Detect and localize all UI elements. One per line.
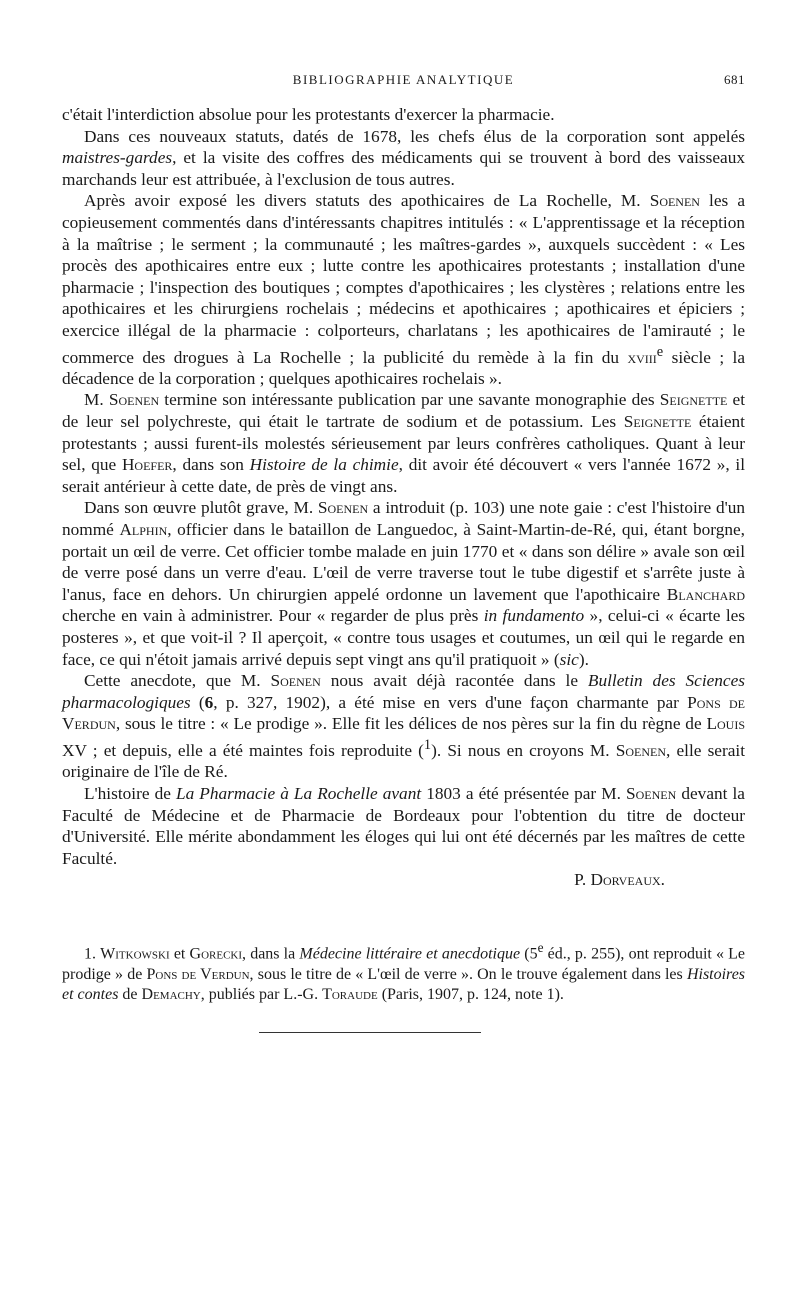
paragraph-2 [62, 126, 745, 191]
paragraph-5 [62, 497, 745, 670]
text-run: de [118, 985, 142, 1003]
text-run: et de leur sel polychreste, qui était le tartrate de sodium et de potassium. Les [62, 390, 745, 432]
footnote-1 [62, 938, 745, 1005]
paragraph-7 [62, 783, 745, 869]
book-title: Histoires et contes [62, 965, 746, 1003]
running-title: BIBLIOGRAPHIE ANALYTIQUE [292, 72, 515, 87]
text-run: ). [578, 649, 589, 669]
text-run: 1803 a été présentée par M. [421, 783, 627, 803]
latin-phrase: in fundamento [483, 606, 585, 626]
text-run: cherche en vain à administrer. Pour « regarder de plus près [62, 606, 484, 626]
footnote-number: 1. [84, 945, 96, 963]
person-name: Hoefer [121, 455, 173, 475]
text-run: les a copieusement commentés dans d'intéressants chapitres intitulés : « L'apprentissage et la réception à la maîtrise ; le serment ; la communauté ; les maîtres-gardes », auxquels succèdent : « Les procès des apothicaires entre eux ; lutte contre les apothicaires protestants ; installation d'une pharmacie ; l'inspection des boutiques ; comptes d'apothicaires ; les clystères ; relations entre les apothicaires et les chirurgiens rochelais ; médecins et apothicaires ; apothicaires et épiciers ; exercice illégal de la pharmacie : colporteurs, charlatans ; les apothicaires de l'amirauté ; le commerce des drogues à La Rochelle ; la publicité du remède à la fin du [62, 191, 745, 367]
text-run: Dans son œuvre plutôt grave, M. [84, 498, 318, 518]
text-run: Dans ces nouveaux statuts, datés de 1678, les chefs élus de la corporation sont appelés [84, 126, 745, 146]
thesis-title: La Pharmacie à La Rochelle avant [175, 783, 422, 803]
text-run: , sous le titre de « L'œil de verre ». On le trouve également dans les [249, 965, 687, 983]
text-run: , officier dans le bataillon de Languedoc, à Saint-Martin-de-Ré, qui, étant borgne, portait un œil de verre. Cet officier tombe malade en juin 1770 et « dans son délire » avale son œil de verre posé dans un verre d'eau. L'œil de verre traverse tout le tube digestif et s'arrête juste à l'anus, face en dehors. Un chirurgien appelé ordonne un lavement que l'apothicaire [62, 520, 745, 604]
text-run: siècle ; la décadence de la corporation ; quelques apothicaires rochelais ». [62, 347, 746, 388]
person-name: Seignette [623, 412, 692, 432]
century-numeral: xviii [627, 347, 657, 367]
text-run: L'histoire de [84, 783, 176, 803]
superscript: e [537, 940, 544, 955]
person-name: Soenen [615, 740, 667, 760]
end-rule [259, 1032, 481, 1033]
text-run: XV ; et depuis, elle a été maintes fois reproduite ( [62, 740, 424, 760]
text-run: , et la visite des coffres des médicaments qui se trouvent à bord des vaisseaux marchands leur est attribuée, à l'exclusion de tous autres. [62, 148, 745, 189]
text-run: c'était l'interdiction absolue pour les protestants d'exercer la pharmacie. [62, 105, 555, 124]
text-run: ( [190, 692, 205, 712]
journal-title: Bulletin des Sciences pharmacologiques [62, 671, 745, 712]
person-name: Seignette [659, 390, 728, 410]
text-run: , p. 327, 1902), a été mise en vers d'une façon charmante par [213, 692, 688, 712]
text-run: Cette anecdote, que M. [84, 671, 271, 691]
person-name: Demachy [141, 985, 201, 1003]
text-run: termine son intéressante publication par une savante monographie des [159, 390, 660, 410]
person-name: Soenen [626, 783, 677, 803]
text-run: M. [84, 390, 109, 410]
paragraph-1 [62, 104, 745, 126]
paragraph-3 [62, 190, 745, 389]
person-name: Toraude [322, 985, 378, 1003]
person-name: Soenen [108, 390, 160, 410]
footnote-ref: 1 [423, 736, 432, 753]
text-run: ). Si nous en croyons M. [431, 740, 616, 760]
text-run: et [169, 945, 190, 963]
signature [62, 869, 745, 891]
text-run: (5 [520, 945, 538, 963]
person-name: Soenen [649, 191, 700, 211]
text-run: , dans son [172, 455, 250, 475]
person-name: Pons de Verdun [62, 692, 746, 734]
person-name: Blanchard [666, 584, 745, 604]
page-number: 681 [724, 72, 745, 87]
text-run: Après avoir exposé les divers statuts des apothicaires de La Rochelle, M. [84, 191, 650, 211]
book-title: Histoire de la chimie [249, 455, 399, 475]
person-name: Alphin [119, 520, 168, 540]
sic-mark: sic [559, 649, 579, 669]
book-title: Médecine littéraire et anecdotique [299, 945, 521, 963]
text-run: devant la Faculté de Médecine et de Pharmacie de Bordeaux pour l'obtention du titre de docteur d'Université. Elle mérite abondamment les éloges qui lui ont été décernés par les maîtres de cette Faculté. [62, 783, 745, 868]
person-name: Soenen [317, 498, 369, 518]
text-run: étaient protestants ; aussi furent-ils molestés sérieusement par leurs confrères catholiques. Quant à leur sel, que [62, 412, 745, 475]
person-name: Gorecki [189, 945, 243, 963]
signature-initial: P. [574, 870, 591, 890]
text-run: », celui-ci « écarte les posteres », et que voit-il ? Il aperçoit, « contre tous usages et coutumes, un œil qui le regarde en face, ce qui n'étoit jamais arrivé depuis sept vingt ans qu'il pratiquoit » ( [62, 606, 746, 669]
text-run: , dit avoir été découvert « vers l'année 1672 », il serait antérieur à cette date, de près de vingt ans. [62, 455, 746, 496]
paragraph-6 [62, 670, 745, 783]
text-run: éd., p. 255), ont reproduit « Le prodige » de [62, 945, 746, 983]
text-run: (Paris, 1907, p. 124, note 1). [377, 985, 564, 1003]
person-name: Soenen [270, 671, 321, 691]
text-run: , sous le titre : « Le prodige ». Elle fit les délices de nos pères sur la fin du règne de [115, 714, 707, 734]
person-name: Louis [706, 714, 745, 734]
superscript: e [656, 343, 664, 360]
person-name: Witkowski [100, 945, 170, 963]
text-run: , dans la [242, 945, 300, 963]
volume-number: 6 [204, 692, 214, 712]
signature-name: Dorveaux. [590, 870, 665, 890]
italic-term: maistres-gardes [62, 148, 173, 168]
running-head [62, 72, 745, 92]
footnote [62, 938, 745, 1005]
person-name: Pons de Verdun [146, 965, 250, 983]
text-run: , publiés par L.-G. [200, 985, 323, 1003]
text-run: , elle serait originaire de l'île de Ré. [62, 740, 746, 782]
text-run: a introduit (p. 103) une note gaie : c'est l'histoire d'un nommé [62, 498, 745, 540]
text-run: nous avait déjà racontée dans le [320, 671, 588, 691]
body-text [62, 104, 745, 891]
paragraph-4 [62, 389, 745, 497]
